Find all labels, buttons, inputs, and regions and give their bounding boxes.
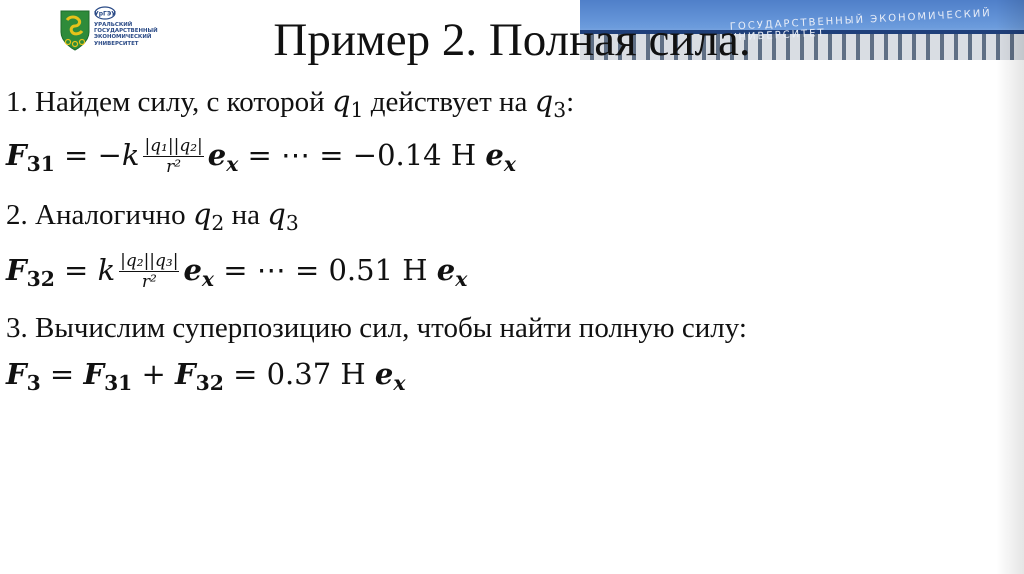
formula-1-neg-k: = −k [54, 138, 140, 173]
university-name-line: ГОСУДАРСТВЕННЫЙ [94, 28, 158, 35]
fraction-2-denominator: r² [141, 272, 157, 292]
step-3: 3. Вычислим суперпозицию сил, чтобы найти полную силу: [6, 312, 747, 344]
slide-title-wrapper [0, 10, 1024, 67]
formula-2-result: = ⋯ = 0.51 Н [214, 253, 437, 288]
building-sign: ГОСУДАРСТВЕННЫЙ ЭКОНОМИЧЕСКИЙ УНИВЕРСИТЕТ [729, 7, 993, 44]
fraction-1-numerator: |q₁||q₂| [144, 136, 203, 156]
var-q2: $q_2$ [192, 197, 225, 236]
fraction-2-numerator: |q₂||q₃| [120, 251, 179, 271]
fraction-2 [119, 251, 179, 292]
step-2-text-b: на [224, 199, 268, 231]
step-2-text-a: 2. Аналогично [6, 199, 193, 231]
formula-3-plus: + [132, 357, 176, 391]
force-f31: $F_{31}$ [6, 138, 55, 177]
force-f32: $F_{32}$ [175, 357, 224, 396]
step-1-text-c: : [566, 86, 575, 118]
var-q3: $q_3$ [534, 84, 567, 123]
university-name-line: УНИВЕРСИТЕТ [94, 40, 139, 47]
fraction-1-denominator: r² [166, 157, 182, 177]
var-q1: $q_1$ [331, 84, 364, 123]
university-name-line: ЭКОНОМИЧЕСКИЙ [94, 34, 152, 41]
step-1 [6, 84, 575, 123]
var-q3: $q_3$ [267, 197, 299, 236]
formula-3 [6, 357, 406, 396]
step-2 [6, 197, 299, 236]
unit-vector-ex: $e_x$ [485, 138, 516, 177]
formula-1-result: = ⋯ = −0.14 Н [238, 138, 486, 173]
svg-text:УрГЭУ: УрГЭУ [94, 10, 116, 18]
force-f3: $F_3$ [6, 357, 41, 396]
slide-edge-shadow [996, 0, 1024, 574]
formula-1 [6, 138, 516, 179]
university-name-line: УРАЛЬСКИЙ [94, 22, 133, 28]
fraction-1 [143, 136, 203, 177]
force-f32: $F_{32}$ [6, 253, 55, 292]
unit-vector-ex: $e_x$ [436, 253, 468, 292]
step-1-text-a: 1. Найдем силу, с которой [6, 86, 332, 118]
formula-3-result: = 0.37 Н [223, 357, 375, 391]
force-f31: $F_{31}$ [83, 357, 133, 396]
formula-3-eq: = [40, 357, 84, 391]
unit-vector-ex: $e_x$ [374, 357, 406, 396]
unit-vector-ex: $e_x$ [207, 138, 239, 177]
formula-2 [6, 253, 467, 294]
formula-2-k: = k [54, 253, 116, 288]
unit-vector-ex: $e_x$ [183, 253, 214, 292]
step-1-text-b: действует на [363, 86, 535, 118]
slide-title: Пример 2. Полная сила. [273, 14, 751, 66]
